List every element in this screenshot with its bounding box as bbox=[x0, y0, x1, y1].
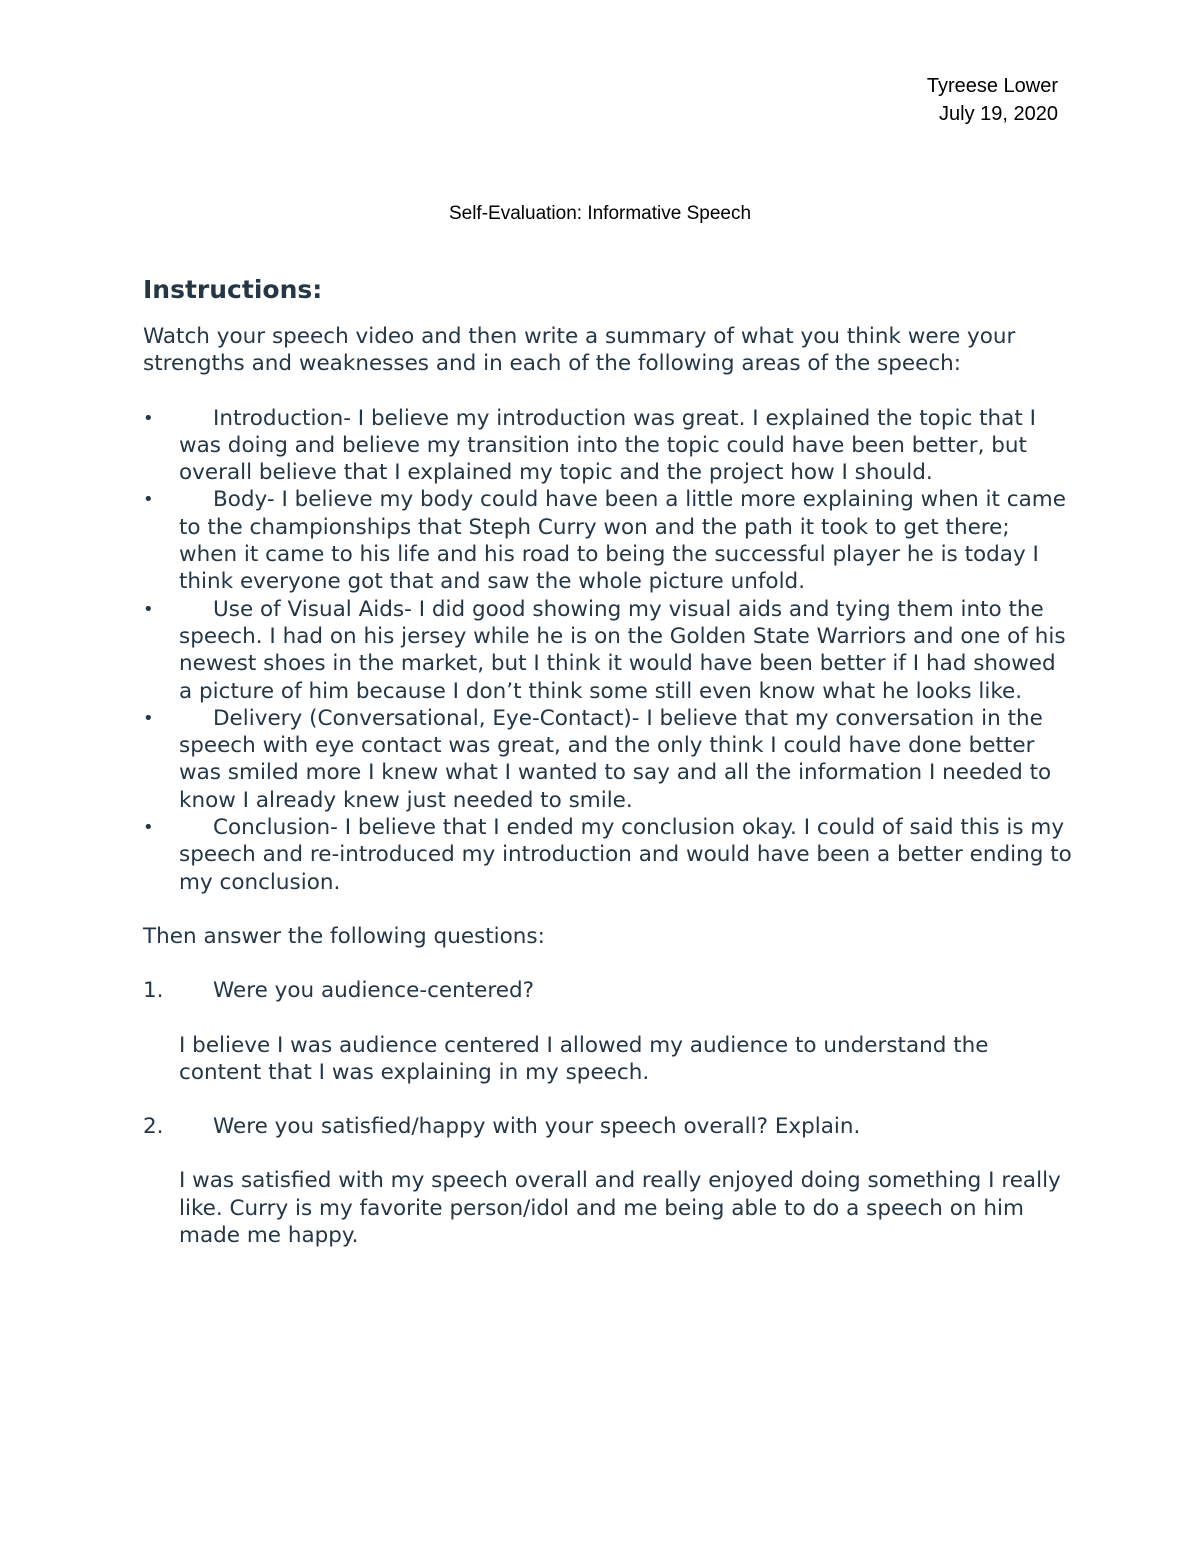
evaluation-item-delivery bbox=[143, 705, 1073, 814]
bullet-icon: • bbox=[143, 707, 154, 729]
evaluation-text: Use of Visual Aids- I did good showing my visual aids and tying them into the speech. I had on his jersey while he is on the Golden State Warriors and one of his newest shoes in the market, but I think it would have been better if I had showed a picture of him because I don’t think some still even know what he looks like. bbox=[179, 596, 1066, 704]
question-1 bbox=[143, 977, 1073, 1004]
instructions-text: Watch your speech video and then write a summary of what you think were your strengths and weaknesses and in each of the following areas of the speech: bbox=[143, 324, 1016, 377]
question-text: Were you audience-centered? bbox=[213, 978, 535, 1004]
document-body bbox=[143, 274, 1073, 1276]
bullet-icon: • bbox=[143, 817, 154, 839]
questions-intro: Then answer the following questions: bbox=[143, 923, 545, 949]
header-block bbox=[927, 72, 1058, 128]
question-number: 1. bbox=[143, 978, 164, 1004]
evaluation-text: Introduction- I believe my introduction was great. I explained the topic that I was doing and believe my transition into the topic could have been better, but overall believe that I explained my topic and the project how I should. bbox=[179, 405, 1036, 486]
evaluation-text: Delivery (Conversational, Eye-Contact)- I believe that my conversation in the speech with eye contact was great, and the only think I could have done better was smiled more I knew what I wanted to say and all the information I needed to know I already knew just needed to smile. bbox=[179, 705, 1052, 813]
evaluation-item-visual-aids bbox=[143, 596, 1073, 705]
evaluation-item-body bbox=[143, 486, 1073, 595]
answer-2: I was satisfied with my speech overall and really enjoyed doing something I really like. Curry is my favorite person/idol and me being able to do a speech on him made me happy. bbox=[179, 1168, 1061, 1249]
answer-1: I believe I was audience centered I allowed my audience to understand the content that I was explaining in my speech. bbox=[179, 1032, 989, 1085]
evaluation-text: Conclusion- I believe that I ended my conclusion okay. I could of said this is my speech and re-introduced my introduction and would have been a better ending to my conclusion. bbox=[179, 815, 1072, 895]
author-name: Tyreese Lower bbox=[926, 75, 1058, 97]
question-text: Were you satisfied/happy with your speech overall? Explain. bbox=[213, 1114, 861, 1140]
bullet-icon: • bbox=[143, 598, 154, 620]
question-number: 2. bbox=[143, 1114, 164, 1140]
evaluation-item-introduction bbox=[143, 405, 1073, 487]
evaluation-list bbox=[143, 405, 1073, 896]
evaluation-item-conclusion bbox=[143, 814, 1073, 896]
document-title: Self-Evaluation: Informative Speech bbox=[448, 203, 752, 224]
evaluation-text: Body- I believe my body could have been a little more explaining when it came to the championships that Steph Curry won and the path it took to get there; when it came to his life and his road to being the successful player he is today I think everyone got that and saw the whole picture unfold. bbox=[179, 487, 1066, 595]
bullet-icon: • bbox=[143, 407, 154, 429]
bullet-icon: • bbox=[143, 489, 154, 511]
instructions-heading: Instructions: bbox=[143, 275, 323, 304]
document-date: July 19, 2020 bbox=[939, 103, 1058, 125]
question-2 bbox=[143, 1113, 1073, 1140]
